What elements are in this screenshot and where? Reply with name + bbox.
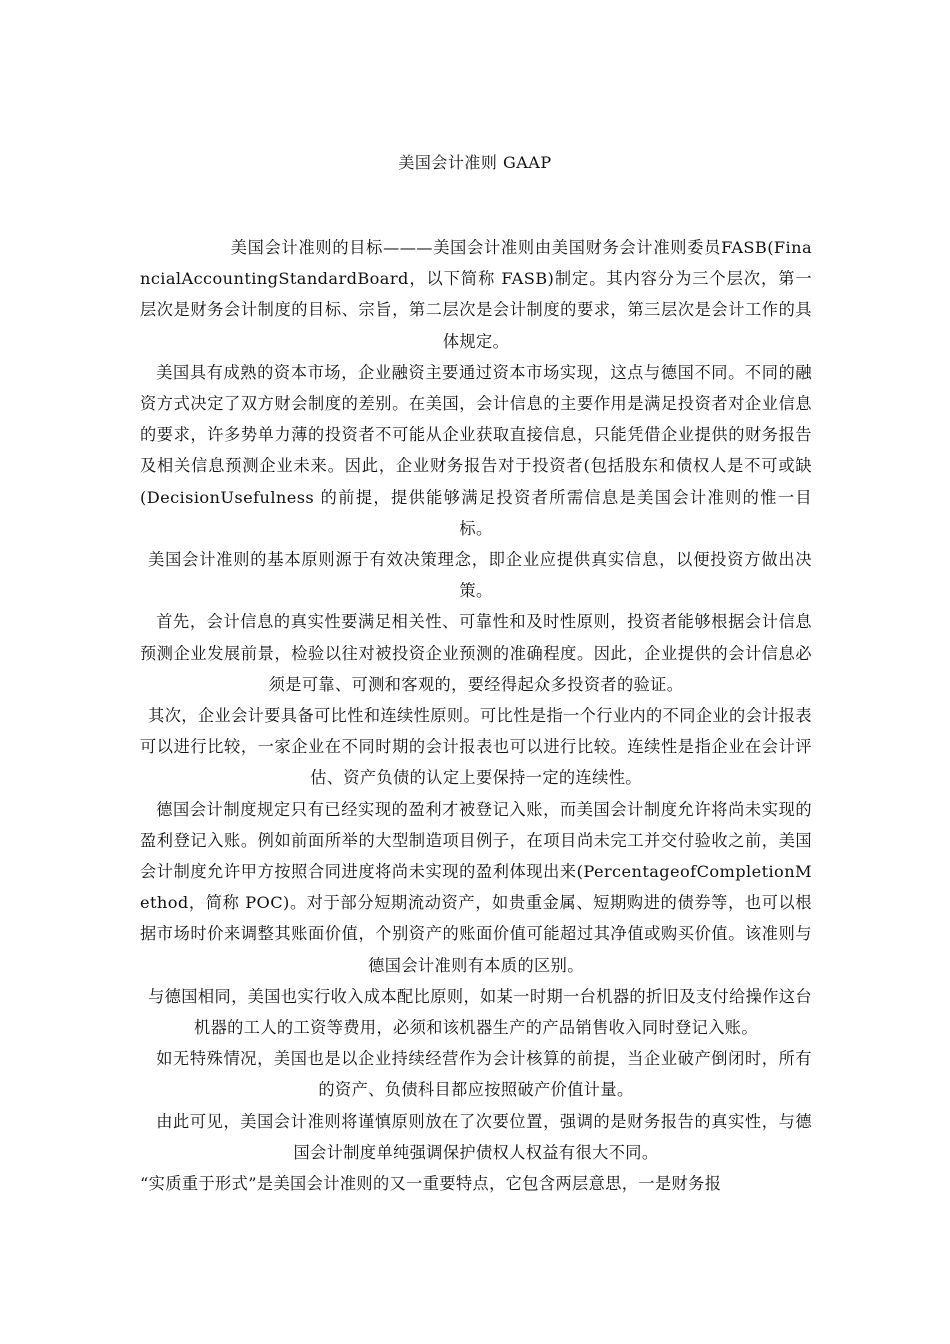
paragraph-basic-principle: 美国会计准则的基本原则源于有效决策理念，即企业应提供真实信息，以便投资方做出决策。 [148,550,812,601]
paragraph-matching-principle: 与德国相同，美国也实行收入成本配比原则，如某一时期一台机器的折旧及支付给操作这台机器的工人的工资等费用，必须和该机器生产的产品销售收入同时登记入账。 [148,986,812,1038]
document-body [140,232,812,1199]
document-title: 美国会计准则 GAAP [398,153,552,172]
paragraph-capital-market: 美国具有成熟的资本市场，企业融资主要通过资本市场实现，这点与德国不同。不同的融资方式决定了双方财会制度的差别。在美国，会计信息的主要作用是满足投资者对企业信息的要求，许多势单力薄的投资者不可能从企业获取直接信息，只能凭借企业提供的财务报告及相关信息预测企业未来。因此，企业财务报告对于投资者(包括股东和债权人是不可或缺(DecisionUsefulness 的前提，提供能够满足投资者所需信息是美国会计准则的惟一目标。 [140,362,812,538]
paragraph-conclusion: 由此可见，美国会计准则将谨慎原则放在了次要位置，强调的是财务报告的真实性，与德国会计制度单纯强调保护债权人权益有很大不同。 [156,1111,812,1162]
paragraph-goals: 美国会计准则的目标———美国会计准则由美国财务会计准则委员FASB(FinancialAccountingStandardBoard，以下简称 FASB)制定。其内容分为三个层次，第一层次是财务会计制度的目标、宗旨，第二层次是会计制度的要求，第三层次是会计工作的具体规定。 [140,238,812,351]
paragraph-substance-over-form: “实质重于形式”是美国会计准则的又一重要特点，它包含两层意思，一是财务报 [140,1174,722,1194]
paragraph-germany-comparison: 德国会计制度规定只有已经实现的盈利才被登记入账，而美国会计制度允许将尚未实现的盈利登记入账。例如前面所举的大型制造项目例子，在项目尚未完工并交付验收之前，美国会计制度允许甲方按照合同进度将尚未实现的盈利体现出来(PercentageofCompletionMethod，简称 POC)。对于部分短期流动资产，如贵重金属、短期购进的债券等，也可以根据市场时价来调整其账面价值，个别资产的账面价值可能超过其净值或购买价值。该准则与德国会计准则有本质的区别。 [140,799,812,975]
paragraph-first: 首先，会计信息的真实性要满足相关性、可靠性和及时性原则，投资者能够根据会计信息预测企业发展前景，检验以往对被投资企业预测的准确程度。因此，企业提供的会计信息必须是可靠、可测和客观的，要经得起众多投资者的验证。 [140,612,812,694]
paragraph-second: 其次，企业会计要具备可比性和连续性原则。可比性是指一个行业内的不同企业的会计报表可以进行比较，一家企业在不同时期的会计报表也可以进行比较。连续性是指企业在会计评估、资产负债的认定上要保持一定的连续性。 [140,706,812,788]
paragraph-going-concern: 如无特殊情况，美国也是以企业持续经营作为会计核算的前提，当企业破产倒闭时，所有的资产、负债科目都应按照破产价值计量。 [156,1049,812,1100]
